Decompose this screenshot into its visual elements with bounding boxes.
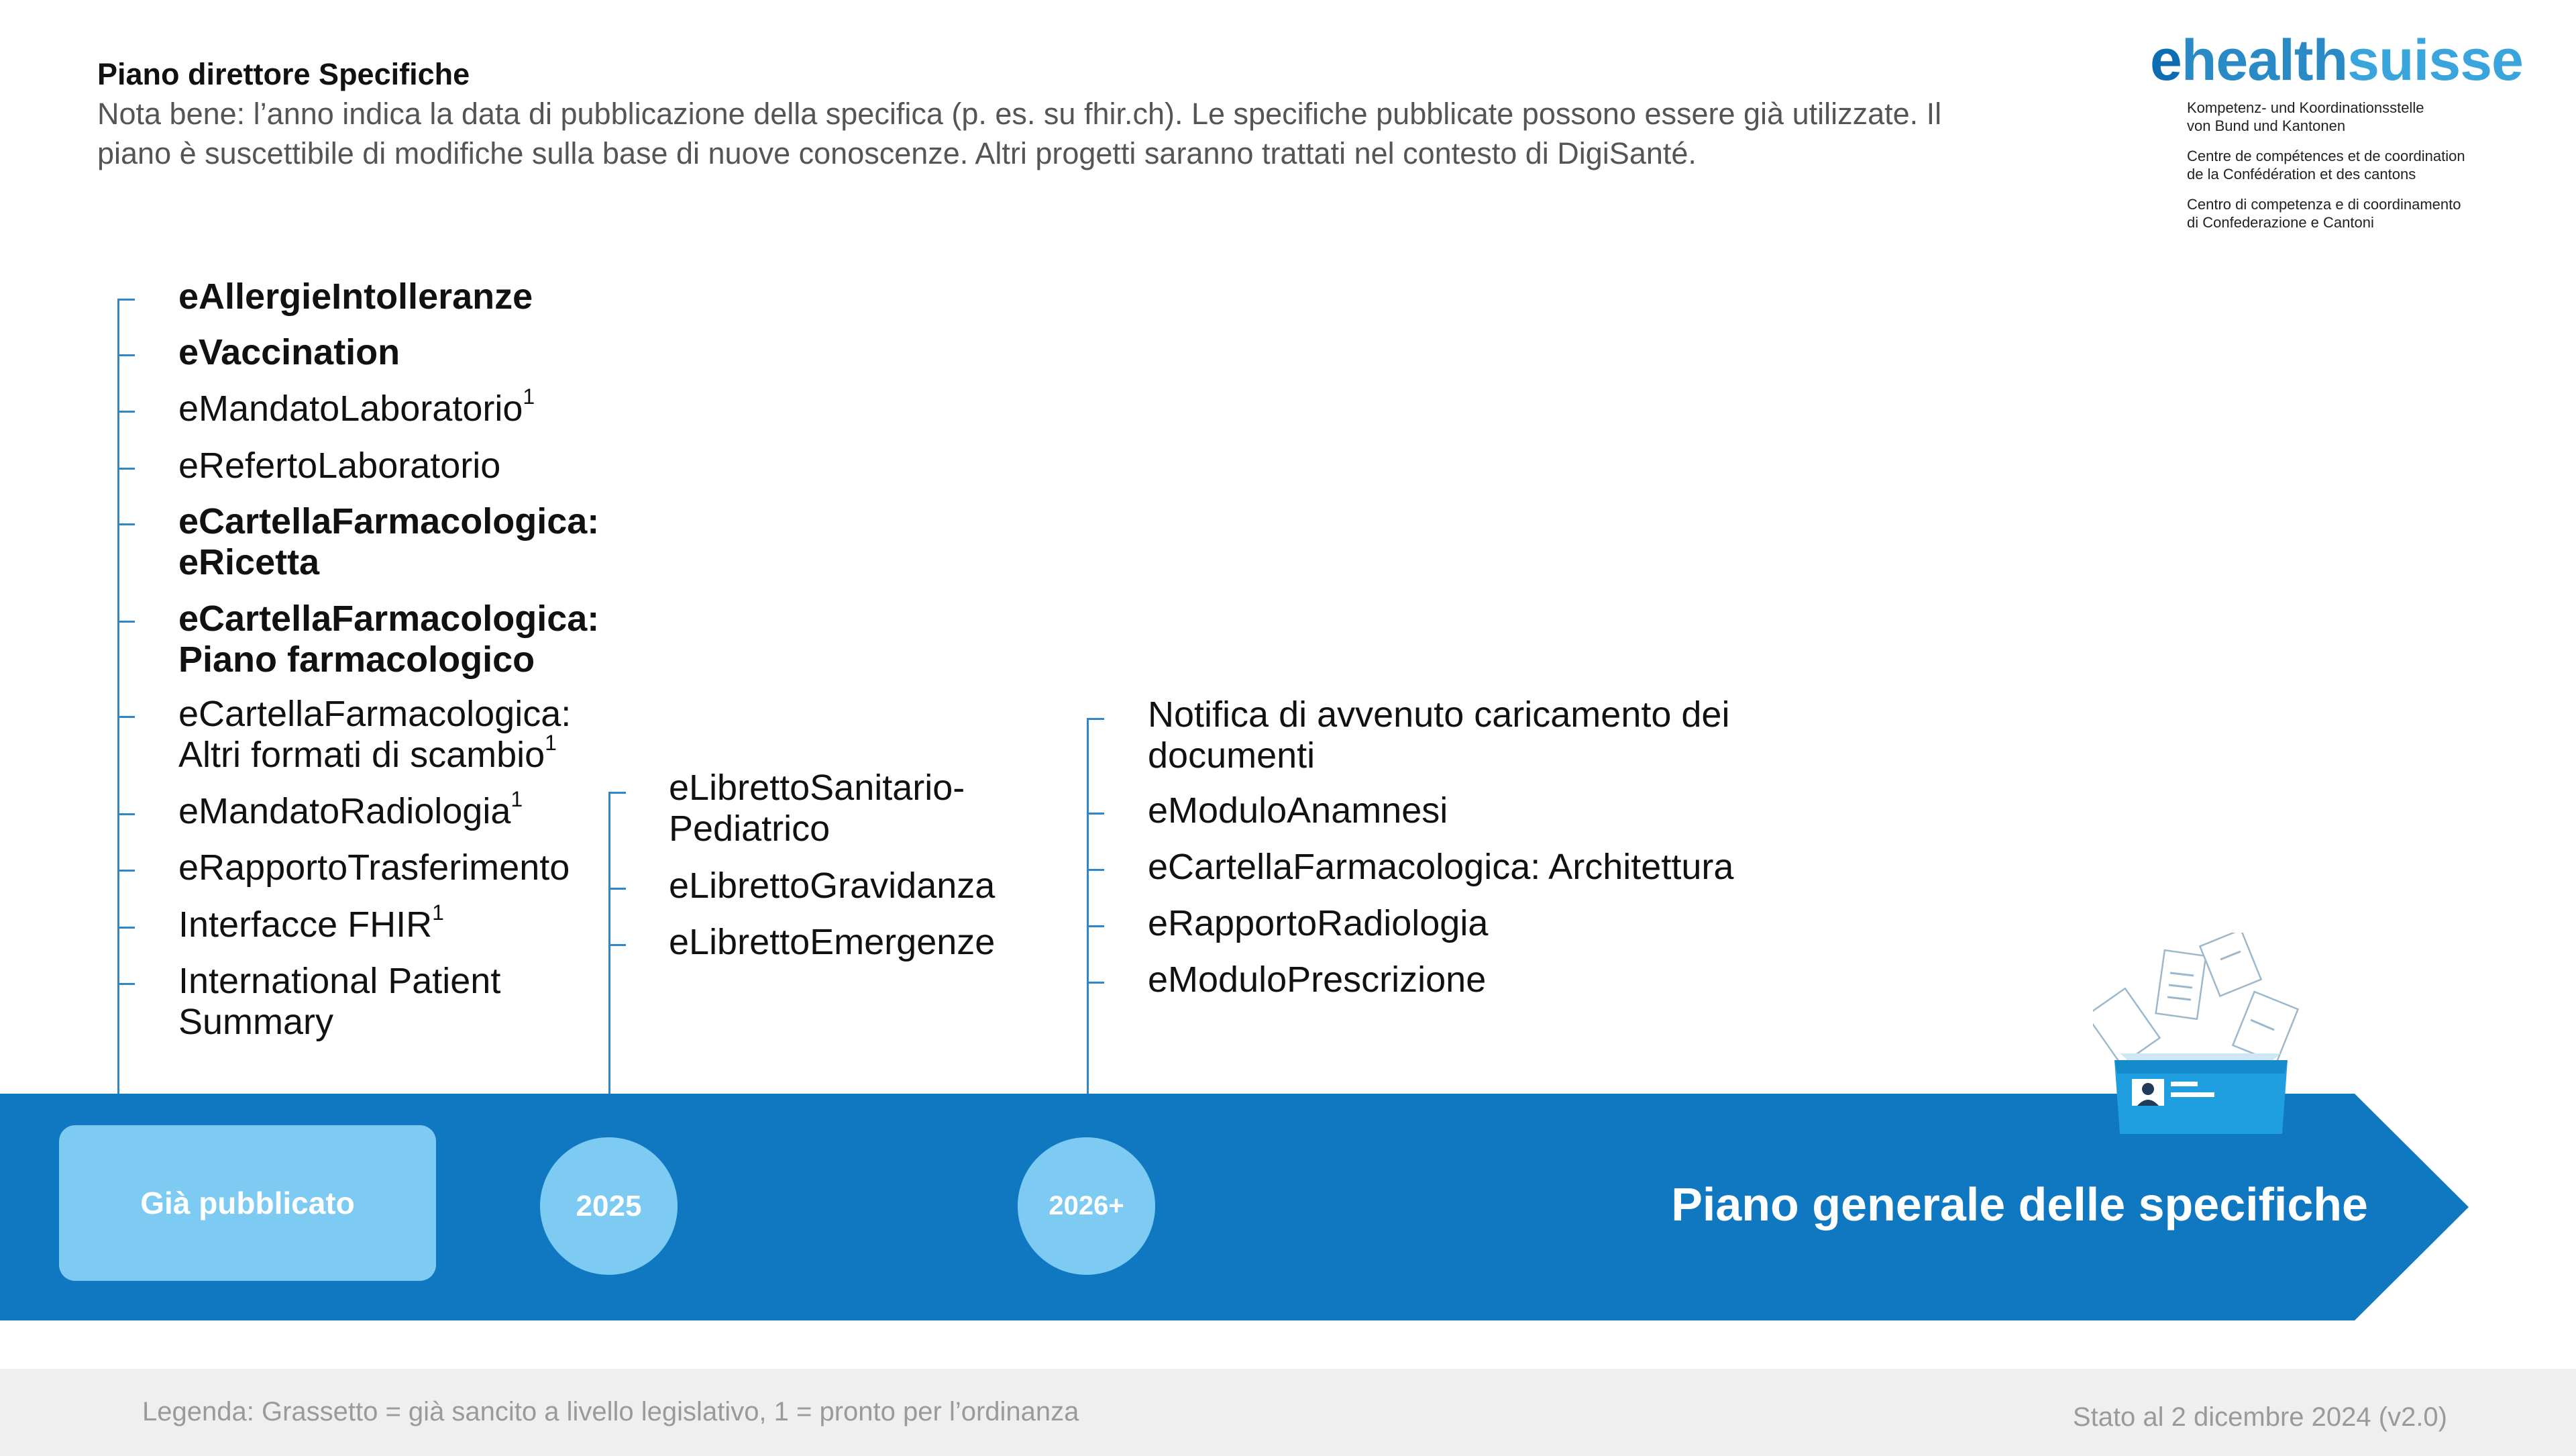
published-item: eRefertoLaboratorio <box>178 446 501 486</box>
logo-fr-line-2: de la Confédération et des cantons <box>2187 166 2416 183</box>
timeline-2025-line <box>608 792 610 1094</box>
band-title: Piano generale delle specifiche <box>1671 1178 2368 1231</box>
note-line-1: Nota bene: l’anno indica la data di pubblicazione della specifica (p. es. su fhir.ch). Le specifiche pubblicate possono essere già utilizzate. Il <box>97 97 1942 131</box>
legend-text: Legenda: Grassetto = già sancito a livello legislativo, 1 = pronto per l’ordinanza <box>142 1397 1079 1426</box>
timeline-2026-item: eModuloAnamnesi <box>1148 790 1448 831</box>
timeline-2026-item: eCartellaFarmacologica: Architettura <box>1148 847 1734 887</box>
timeline-2026-line <box>1087 718 1089 1094</box>
page-title: Piano direttore Specifiche <box>97 57 470 91</box>
published-item: eMandatoRadiologia$^1$ <box>178 787 523 831</box>
timeline-2025-tick <box>608 792 626 794</box>
published-item: International Patient Summary <box>178 961 501 1042</box>
published-item: eMandatoLaboratorio$^1$ <box>178 384 535 429</box>
published-tick <box>117 716 135 718</box>
logo-fr-line-1: Centre de compétences et de coordination <box>2187 148 2465 164</box>
timeline-2026-item: Notifica di avvenuto caricamento dei documenti <box>1148 694 1730 776</box>
published-timeline-line <box>117 299 119 1094</box>
published-item: eVaccination <box>178 332 400 372</box>
published-item: eAllergieIntolleranze <box>178 276 533 317</box>
status-date: Stato al 2 dicembre 2024 (v2.0) <box>2072 1402 2447 1432</box>
logo-de-line-1: Kompetenz- und Koordinationsstelle <box>2187 99 2424 116</box>
published-tick <box>117 523 135 525</box>
note-line-2: piano è suscettibile di modifiche sulla base di nuove conoscenze. Altri progetti saranno trattati nel contesto di DigiSanté. <box>97 136 1697 170</box>
timeline-2025-tick <box>608 888 626 890</box>
published-tick <box>117 813 135 815</box>
document-folder-icon <box>2093 933 2308 1141</box>
timeline-2025-item: eLibrettoGravidanza <box>669 866 996 906</box>
logo-it-line-2: di Confederazione e Cantoni <box>2187 214 2374 231</box>
timeline-2026-tick <box>1087 982 1104 984</box>
timeline-2026-tick <box>1087 869 1104 871</box>
published-tick <box>117 354 135 356</box>
logo-it-line-1: Centro di competenza e di coordinamento <box>2187 196 2461 213</box>
published-item: eRapportoTrasferimento <box>178 847 570 888</box>
timeline-2026-tick <box>1087 718 1104 720</box>
published-item: eCartellaFarmacologica: Altri formati di scambio$^1$ <box>178 694 572 775</box>
published-tick <box>117 621 135 623</box>
published-tick <box>117 927 135 929</box>
published-item: eCartellaFarmacologica: Piano farmacologico <box>178 599 600 680</box>
published-tick <box>117 468 135 470</box>
published-tick <box>117 870 135 872</box>
timeline-2026-tick <box>1087 813 1104 815</box>
header <box>97 55 2083 173</box>
timeline-2026-item: eModuloPrescrizione <box>1148 959 1487 1000</box>
published-tick <box>117 411 135 413</box>
logo-wordmark: ehealthsuisse <box>2150 28 2523 93</box>
published-item: eCartellaFarmacologica: eRicetta <box>178 501 600 582</box>
ehealthsuisse-logo <box>2150 30 2539 231</box>
timeline-2025-item: eLibrettoEmergenze <box>669 922 996 962</box>
timeline-2026-tick <box>1087 925 1104 927</box>
timeline-2025-item: eLibrettoSanitario- Pediatrico <box>669 768 965 849</box>
timeline-2025-tick <box>608 944 626 946</box>
logo-de-line-2: von Bund und Kantonen <box>2187 117 2346 134</box>
published-tick <box>117 299 135 301</box>
year-2025-circle: 2025 <box>540 1137 678 1275</box>
published-item: Interfacce FHIR$^1$ <box>178 900 444 945</box>
timeline-2026-item: eRapportoRadiologia <box>1148 903 1489 943</box>
year-2026-circle: 2026+ <box>1018 1137 1155 1275</box>
published-tick <box>117 983 135 985</box>
published-pill: Già pubblicato <box>59 1125 436 1281</box>
